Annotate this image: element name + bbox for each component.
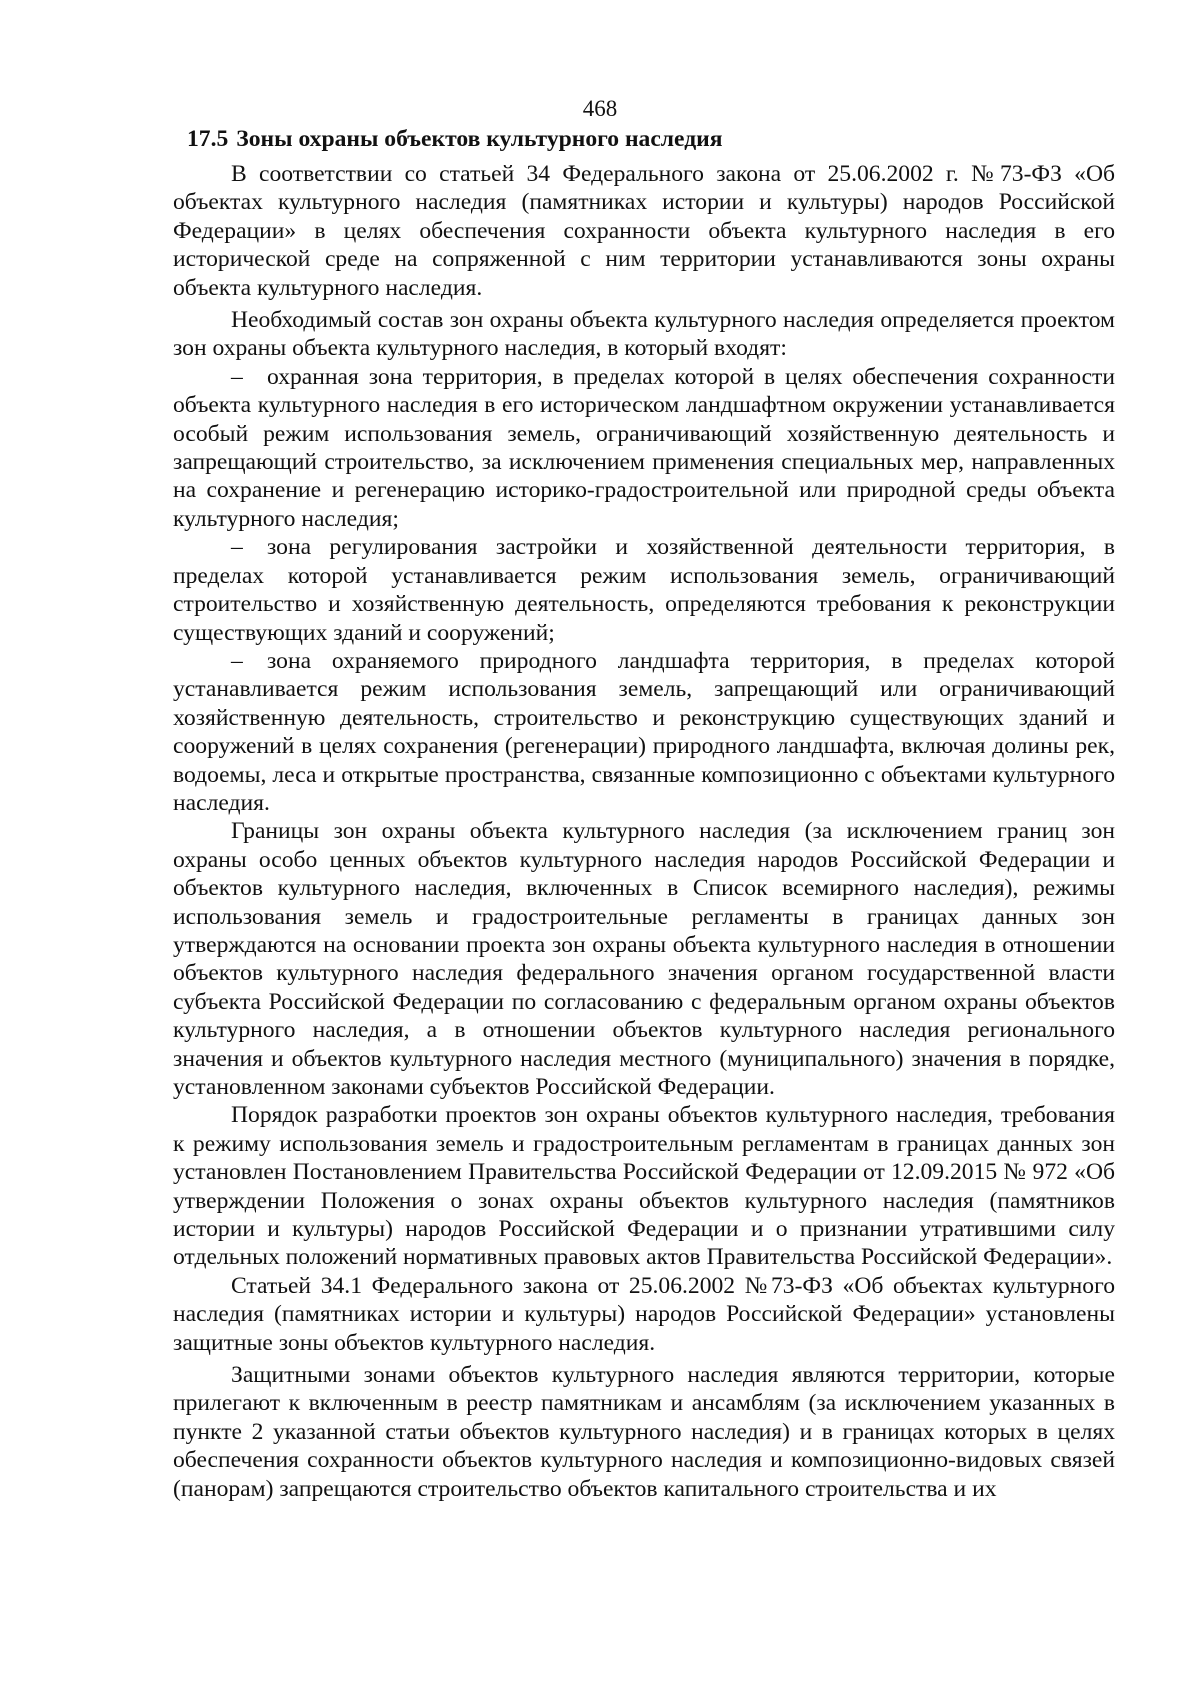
paragraph-2: Необходимый состав зон охраны объекта культурного наследия определяется проектом зон охраны объекта культурного наследия, в который входят: bbox=[173, 307, 1115, 362]
section-heading bbox=[187, 124, 1115, 154]
section-number: 17.5 bbox=[187, 126, 229, 152]
page-number: 468 bbox=[582, 96, 618, 121]
list-item-text: зона регулирования застройки и хозяйственной деятельности территория, в пределах которой устанавливается режим использования земель, ограничивающий строительство и хозяйственную деятельность, определяются требования к реконструкции существующих зданий и сооружений; bbox=[173, 534, 1115, 646]
list-dash: – bbox=[231, 647, 243, 674]
section-title: Зоны охраны объектов культурного наследия bbox=[236, 126, 723, 152]
document-body bbox=[173, 124, 1115, 1503]
list-item-development-zone bbox=[173, 533, 1115, 647]
paragraph-1: В соответствии со статьей 34 Федерального закона от 25.06.2002 г. №73-ФЗ «Об объектах культурного наследия (памятниках истории и культуры) народов Российской Федерации» в целях обеспечения сохранности объекта культурного наследия в его исторической среде на сопряженной с ним территории устанавливаются зоны охраны объекта культурного наследия. bbox=[173, 161, 1115, 301]
paragraph-3: Границы зон охраны объекта культурного наследия (за исключением границ зон охраны особо ценных объектов культурного наследия народов Российской Федерации и объектов культурного наследия, включенных в Список всемирного наследия), режимы использования земель и градостроительные регламенты в границах данных зон утверждаются на основании проекта зон охраны объекта культурного наследия в отношении объектов культурного наследия федерального значения органом государственной власти субъекта Российской Федерации по согласованию с федеральным органом охраны объектов культурного наследия, а в отношении объектов культурного наследия регионального значения и объектов культурного наследия местного (муниципального) значения в порядке, установленном законами субъектов Российской Федерации. bbox=[173, 818, 1115, 1100]
list-item-protected-zone bbox=[173, 363, 1115, 533]
list-item-text: охранная зона территория, в пределах которой в целях обеспечения сохранности объекта культурного наследия в его историческом ландшафтном окружении устанавливается особый режим использования земель, ограничивающий хозяйственную деятельность и запрещающий строительство, за исключением применения специальных мер, направленных на сохранение и регенерацию историко-градостроительной или природной среды объекта культурного наследия; bbox=[173, 363, 1115, 532]
list-item-landscape-zone bbox=[173, 647, 1115, 817]
paragraph-5: Статьей 34.1 Федерального закона от 25.06.2002 №73-ФЗ «Об объектах культурного наследия (памятниках истории и культуры) народов Российской Федерации» установлены защитные зоны объектов культурного наследия. bbox=[173, 1272, 1115, 1356]
list-dash: – bbox=[231, 363, 243, 390]
list-item-text: зона охраняемого природного ландшафта территория, в пределах которой устанавливается режим использования земель, запрещающий или ограничивающий хозяйственную деятельность, строительство и реконструкцию существующих зданий и сооружений в целях сохранения (регенерации) природного ландшафта, включая долины рек, водоемы, леса и открытые пространства, связанные композиционно с объектами культурного наследия. bbox=[173, 647, 1115, 816]
paragraph-6: Защитными зонами объектов культурного наследия являются территории, которые прилегают к включенным в реестр памятникам и ансамблям (за исключением указанных в пункте 2 указанной статьи объектов культурного наследия) и в границах которых в целях обеспечения сохранности объектов культурного наследия и композиционно-видовых связей (панорам) запрещаются строительство объектов капитального строительства и их bbox=[173, 1362, 1115, 1502]
list-dash: – bbox=[231, 534, 243, 561]
paragraph-4: Порядок разработки проектов зон охраны объектов культурного наследия, требования к режиму использования земель и градостроительным регламентам в границах данных зон установлен Постановлением Правительства Российской Федерации от 12.09.2015 № 972 «Об утверждении Положения о зонах охраны объектов культурного наследия (памятников истории и культуры) народов Российской Федерации и о признании утратившими силу отдельных положений нормативных правовых актов Правительства Российской Федерации». bbox=[173, 1102, 1115, 1271]
